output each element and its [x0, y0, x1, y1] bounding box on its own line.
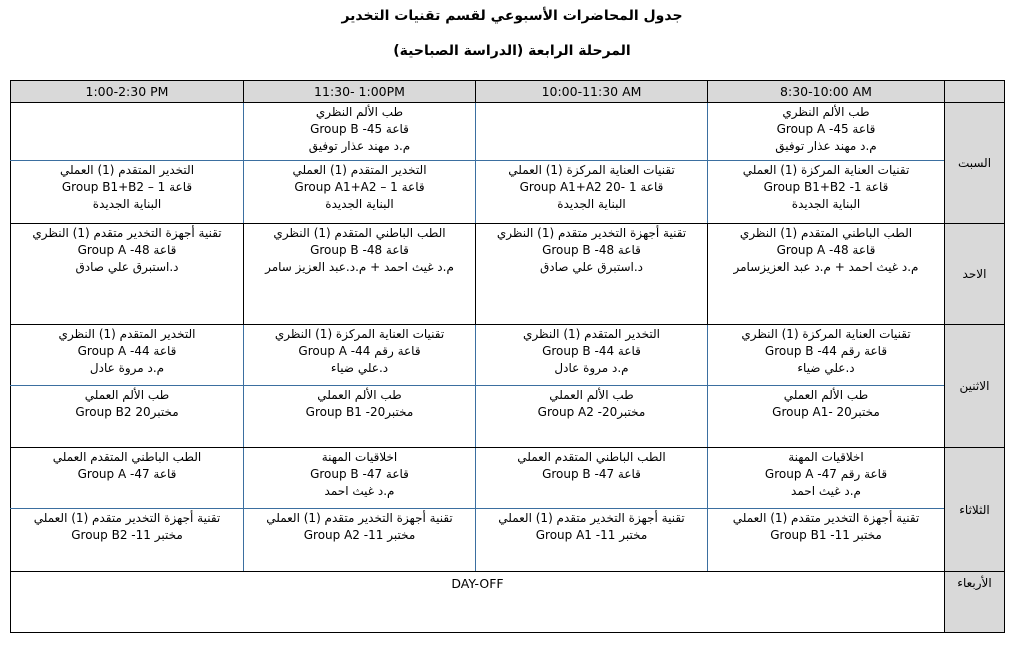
cell-line: م.د غيث احمد — [791, 484, 861, 498]
cell-line: قاعة رقم 44- Group A — [298, 344, 421, 358]
cell-line: البناية الجديدة — [325, 197, 394, 211]
cell-line: طب الألم العملي — [783, 388, 869, 402]
page-title: جدول المحاضرات الأسبوعي لقسم تقنيات التخدير — [341, 8, 683, 24]
corner-cell — [945, 81, 1005, 103]
schedule-cell — [244, 448, 476, 509]
schedule-cell — [476, 509, 708, 572]
cell-line: طب الألم العملي — [317, 388, 402, 402]
schedule-cell — [244, 224, 476, 325]
schedule-cell — [11, 161, 244, 224]
cell-line: تقنيات العناية المركزة (1) العملي — [508, 163, 675, 177]
cell-line: التخدير المتقدم (1) العملي — [292, 163, 427, 177]
cell-line: قاعة 47- Group A — [77, 467, 177, 481]
cell-line: م.د غيث احمد + م.د.عبد العزيز سامر — [265, 260, 454, 274]
day-monday: الاثنين — [945, 325, 1005, 448]
schedule-cell — [708, 161, 945, 224]
cell-line: د.علي ضياء — [330, 361, 389, 375]
time-header: 1:00-2:30 PM — [11, 81, 244, 103]
cell-line: اخلاقيات المهنة — [321, 450, 398, 464]
schedule-cell — [11, 448, 244, 509]
cell-line: تقنية أجهزة التخدير متقدم (1) العملي — [33, 511, 221, 525]
schedule-table — [10, 80, 1005, 633]
cell-line: قاعة 1- Group B1+B2 — [763, 180, 889, 194]
day-tuesday: الثلاثاء — [945, 448, 1005, 572]
cell-line: طب الألم العملي — [84, 388, 170, 402]
cell-line: تقنيات العناية المركزة (1) النظري — [274, 327, 445, 341]
schedule-cell — [476, 386, 708, 448]
cell-line: مختبر 11- Group A2 — [303, 528, 416, 542]
cell-line: الطب الباطني المتقدم العملي — [52, 450, 202, 464]
monday-row-b — [11, 386, 1005, 448]
cell-line: م.د مروة عادل — [89, 361, 165, 375]
cell-line: قاعة 47- Group B — [542, 467, 641, 481]
saturday-row-a — [11, 103, 1005, 161]
schedule-cell — [11, 103, 244, 161]
cell-line: قاعة 44- Group B — [542, 344, 641, 358]
day-saturday: السبت — [945, 103, 1005, 224]
schedule-cell — [476, 325, 708, 386]
cell-line: قاعة رقم 47- Group A — [764, 467, 888, 481]
header-row — [11, 81, 1005, 103]
cell-line: م.د غيث احمد — [324, 484, 395, 498]
cell-line: تقنية أجهزة التخدير متقدم (1) العملي — [732, 511, 920, 525]
page-subtitle: المرحلة الرابعة (الدراسة الصباحية) — [393, 43, 631, 59]
cell-line: تقنية أجهزة التخدير متقدم (1) النظري — [496, 226, 687, 240]
cell-line: طب الألم النظري — [782, 105, 870, 119]
dayoff-cell: DAY-OFF — [11, 572, 945, 633]
monday-row-a — [11, 325, 1005, 386]
cell-line: البناية الجديدة — [557, 197, 626, 211]
tuesday-row-b — [11, 509, 1005, 572]
tuesday-row-a — [11, 448, 1005, 509]
cell-line: البناية الجديدة — [791, 197, 861, 211]
schedule-cell — [11, 325, 244, 386]
schedule-cell — [244, 386, 476, 448]
cell-line: د.استبرق علي صادق — [75, 260, 179, 274]
schedule-cell — [244, 161, 476, 224]
cell-line: الطب الباطني المتقدم العملي — [517, 450, 666, 464]
cell-line: م.د مهند عذار توفيق — [775, 139, 877, 153]
cell-line: تقنية أجهزة التخدير متقدم (1) النظري — [32, 226, 222, 240]
sunday-row — [11, 224, 1005, 325]
cell-line: الطب الباطني المتقدم (1) النظري — [273, 226, 446, 240]
cell-line: قاعة 48- Group A — [77, 243, 177, 257]
cell-line: قاعة 44- Group A — [77, 344, 177, 358]
schedule-cell — [476, 161, 708, 224]
schedule-cell — [476, 448, 708, 509]
cell-line: د.استبرق علي صادق — [540, 260, 643, 274]
cell-line: تقنيات العناية المركزة (1) العملي — [742, 163, 910, 177]
saturday-row-b — [11, 161, 1005, 224]
cell-line: الطب الباطني المتقدم (1) النظري — [739, 226, 913, 240]
cell-line: قاعة 45- Group B — [310, 122, 409, 136]
schedule-cell — [708, 509, 945, 572]
cell-line: مختبر20- Group A2 — [537, 405, 646, 419]
cell-line: قاعة 1 – Group B1+B2 — [61, 180, 193, 194]
cell-line: قاعة 47- Group B — [310, 467, 409, 481]
cell-line: البناية الجديدة — [92, 197, 162, 211]
time-header: 10:00-11:30 AM — [476, 81, 708, 103]
schedule-cell — [708, 325, 945, 386]
cell-line: التخدير المتقدم (1) العملي — [59, 163, 195, 177]
cell-line: مختبر20 -Group A1 — [772, 405, 880, 419]
cell-line: طب الألم النظري — [315, 105, 404, 119]
cell-line: مختبر20 Group B2 — [75, 405, 179, 419]
schedule-cell — [708, 103, 945, 161]
cell-line: قاعة 45- Group A — [776, 122, 876, 136]
cell-line: تقنية أجهزة التخدير متقدم (1) العملي — [266, 511, 453, 525]
cell-line: مختبر20- Group B1 — [305, 405, 414, 419]
cell-line: التخدير المتقدم (1) النظري — [523, 327, 660, 341]
wednesday-row — [11, 572, 1005, 633]
schedule-cell — [476, 103, 708, 161]
cell-line: طب الألم العملي — [549, 388, 634, 402]
day-wednesday: الأربعاء — [945, 572, 1005, 633]
cell-line: م.د غيث احمد + م.د عبد العزيزسامر — [733, 260, 919, 274]
cell-line: مختبر 11- Group B1 — [770, 528, 882, 542]
schedule-cell — [11, 224, 244, 325]
cell-line: م.د مروة عادل — [554, 361, 629, 375]
schedule-cell — [708, 448, 945, 509]
schedule-cell — [244, 325, 476, 386]
cell-line: قاعة 48- Group A — [776, 243, 876, 257]
schedule-cell — [11, 509, 244, 572]
cell-line: د.علي ضياء — [797, 361, 855, 375]
schedule-cell — [11, 386, 244, 448]
cell-line: م.د مهند عذار توفيق — [308, 139, 411, 153]
schedule-cell — [476, 224, 708, 325]
cell-line: قاعة 48- Group B — [310, 243, 409, 257]
cell-line: اخلاقيات المهنة — [788, 450, 864, 464]
time-header: 8:30-10:00 AM — [708, 81, 945, 103]
cell-line: مختبر 11- Group A1 — [535, 528, 648, 542]
schedule-cell — [244, 103, 476, 161]
day-sunday: الاحد — [945, 224, 1005, 325]
cell-line: قاعة 1 -20 Group A1+A2 — [519, 180, 664, 194]
cell-line: قاعة 48- Group B — [542, 243, 641, 257]
cell-line: تقنيات العناية المركزة (1) النظري — [741, 327, 911, 341]
cell-line: تقنية أجهزة التخدير متقدم (1) العملي — [498, 511, 685, 525]
schedule-cell — [244, 509, 476, 572]
cell-line: مختبر 11- Group B2 — [71, 528, 183, 542]
schedule-cell — [708, 224, 945, 325]
time-header: 11:30- 1:00PM — [244, 81, 476, 103]
schedule-cell — [708, 386, 945, 448]
cell-line: قاعة رقم 44- Group B — [764, 344, 888, 358]
cell-line: التخدير المتقدم (1) النظري — [58, 327, 196, 341]
cell-line: قاعة 1 – Group A1+A2 — [294, 180, 425, 194]
